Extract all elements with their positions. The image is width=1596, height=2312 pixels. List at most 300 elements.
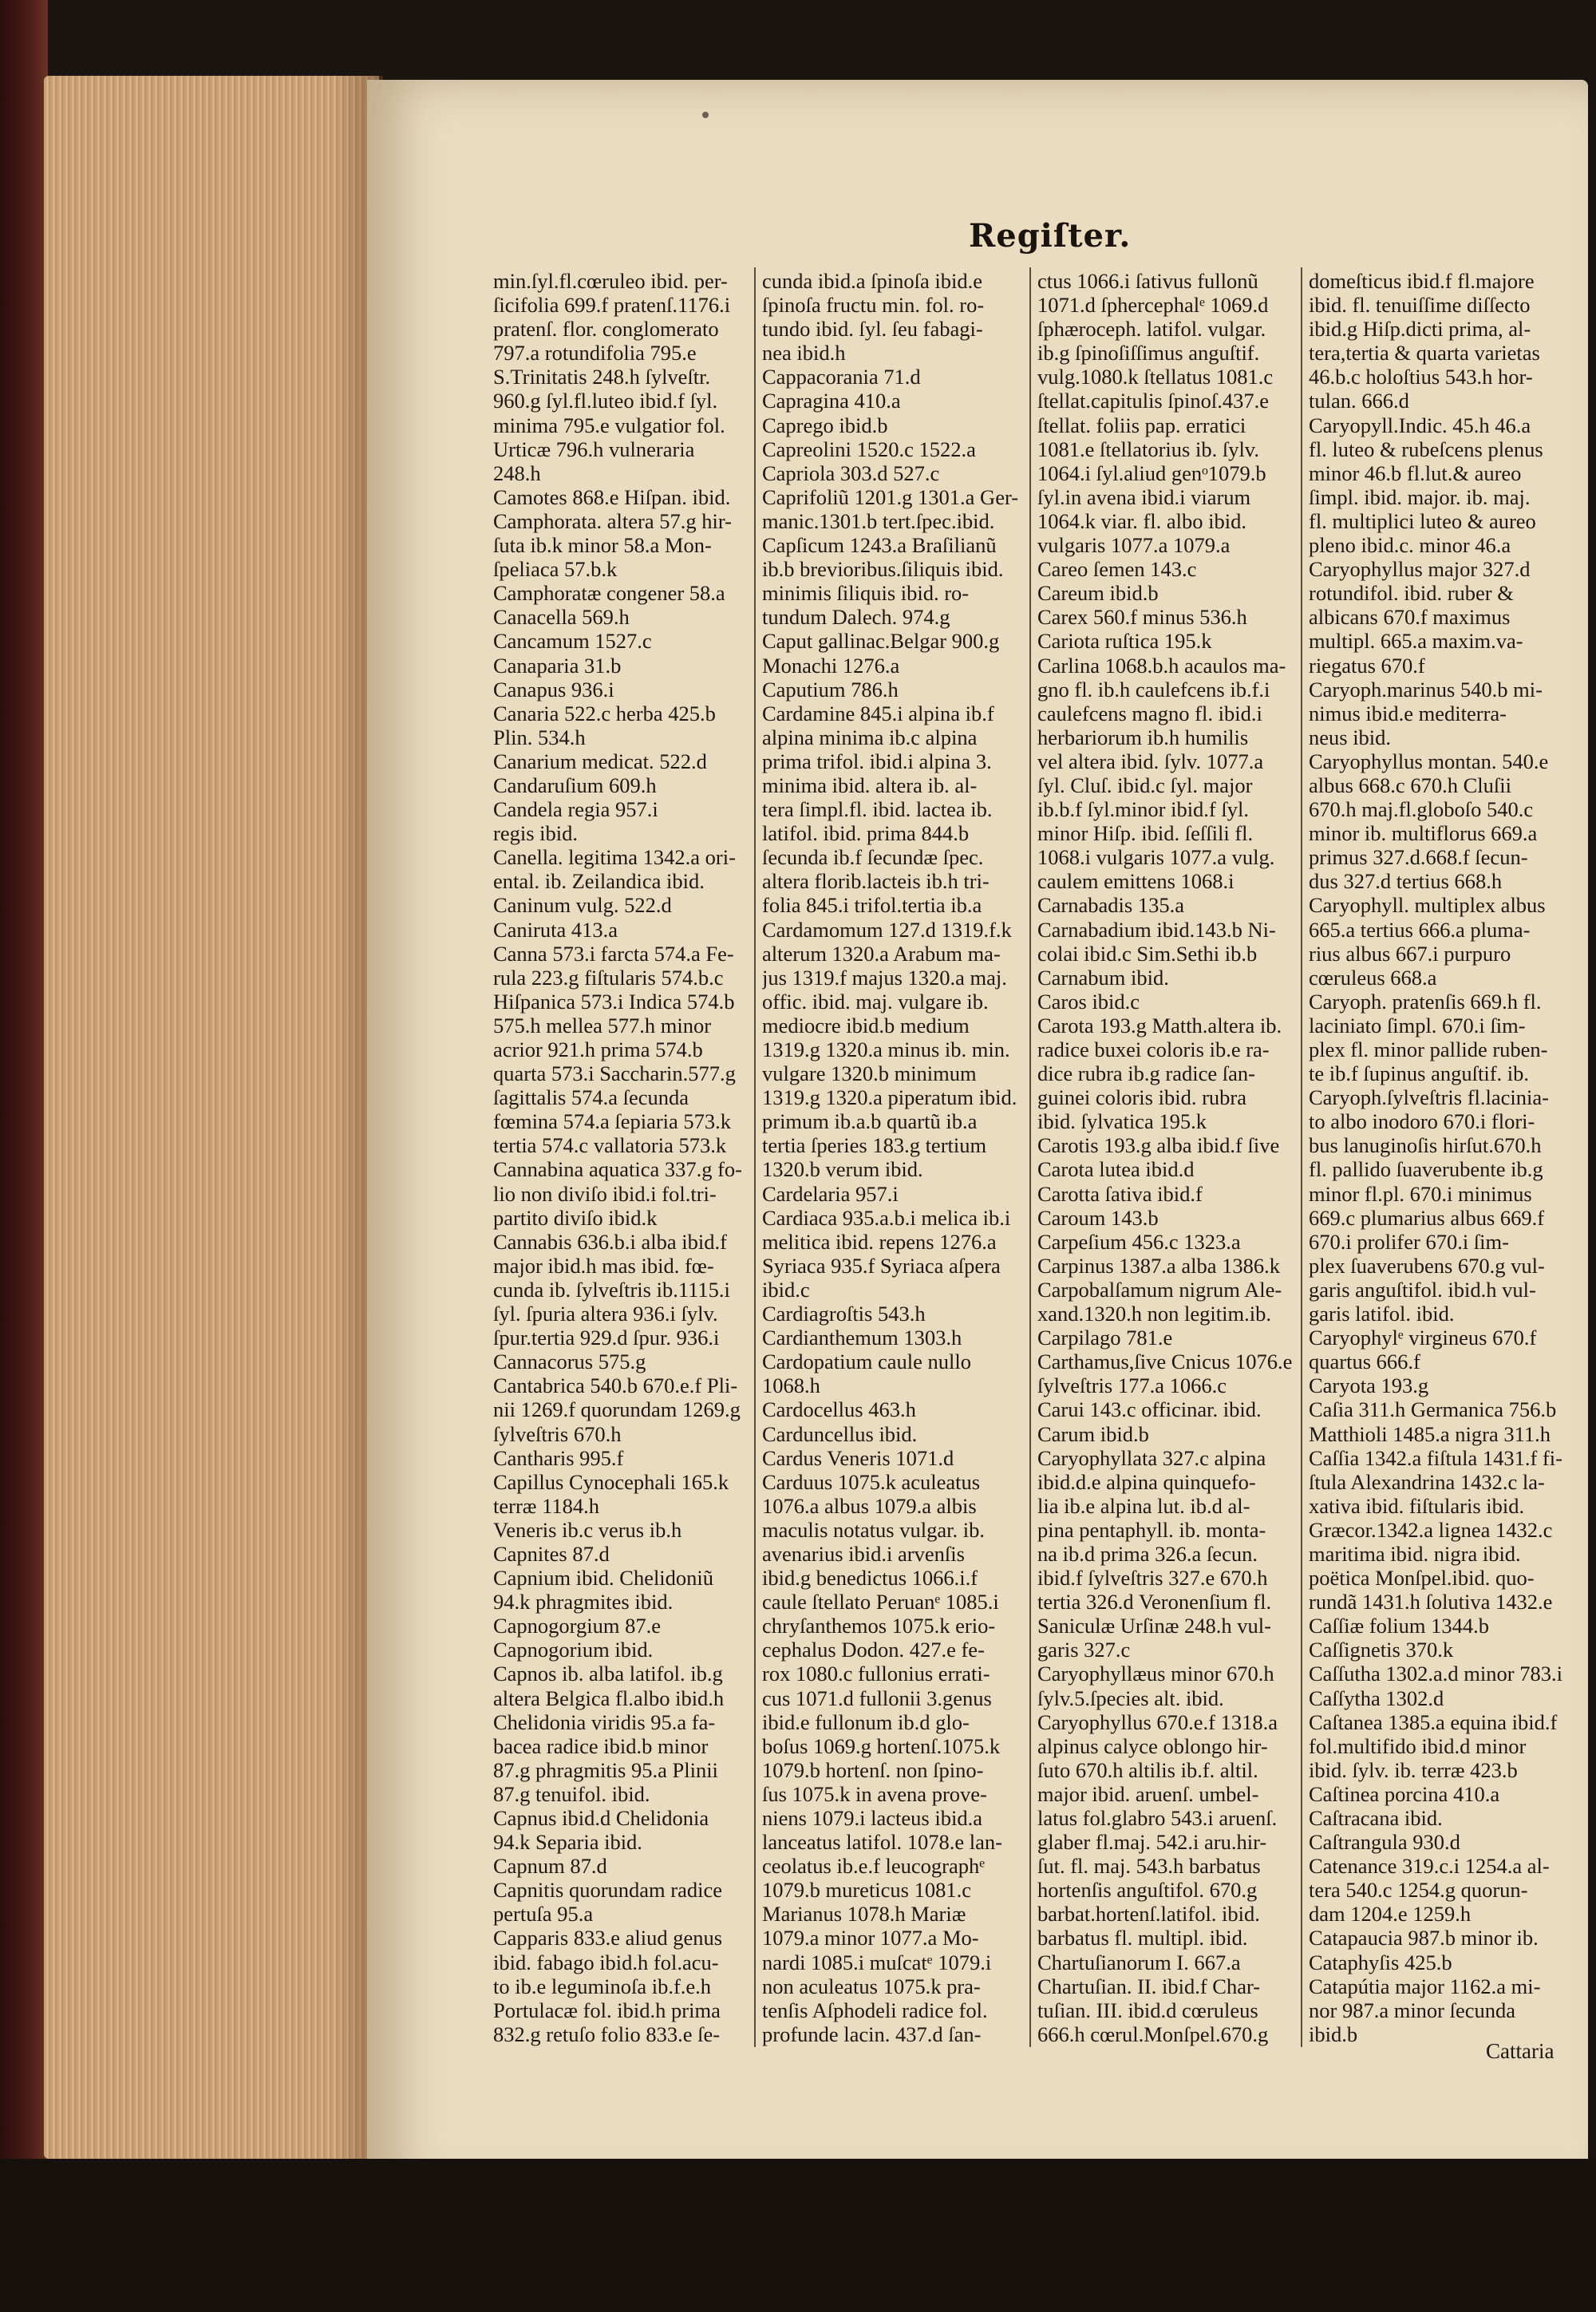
index-entry-line: Capnogorgium 87.e xyxy=(493,1614,662,1638)
index-entry-line: caule ſtellato Peruanᵉ 1085.i xyxy=(762,1590,999,1614)
index-entry-line: Carotta ſativa ibid.f xyxy=(1037,1181,1203,1206)
index-entry-line: Capnus ibid.d Chelidonia xyxy=(493,1806,709,1830)
index-entry-line: Monachi 1276.a xyxy=(762,653,900,678)
index-entry-line: tertia 574.c vallatoria 573.k xyxy=(493,1133,727,1158)
index-entry-line: Chartuſian. II. ibid.f Char- xyxy=(1037,1974,1261,1998)
index-entry-line: vulg.1080.k ſtellatus 1081.c xyxy=(1037,365,1274,389)
index-entry-line: garis 327.c xyxy=(1037,1638,1131,1662)
index-entry-line: Carpinus 1387.a alba 1386.k xyxy=(1037,1253,1280,1278)
index-entry-line: Caryophyllæus minor 670.h xyxy=(1037,1662,1274,1686)
index-entry-line: Caprifoliũ 1201.g 1301.a Ger- xyxy=(762,484,1019,509)
index-entry-line: Camotes 868.e Hiſpan. ibid. xyxy=(493,484,731,509)
index-entry-line: poëtica Monſpel.ibid. quo- xyxy=(1309,1566,1535,1591)
index-entry-line: Caſtanea 1385.a equina ibid.f xyxy=(1309,1709,1558,1734)
index-entry-line: prima trifol. ibid.i alpina 3. xyxy=(762,749,992,773)
index-entry-line: minima ibid. altera ib. al- xyxy=(762,773,978,797)
index-entry-line: tenſis Aſphodeli radice fol. xyxy=(762,1998,988,2022)
index-entry-line: ib.b brevioribus.ſiliquis ibid. xyxy=(762,557,1004,582)
index-entry-line: 670.h maj.fl.globoſo 540.c xyxy=(1309,797,1534,822)
index-entry-line: Canacella 569.h xyxy=(493,605,630,630)
index-entry-line: 670.i prolifer 670.i ſim- xyxy=(1309,1229,1509,1254)
index-column-3 xyxy=(1037,269,1301,2046)
index-entry-line: Capparis 833.e aliud genus xyxy=(493,1926,723,1950)
index-entry-line: folia 845.i trifol.tertia ib.a xyxy=(762,893,982,918)
index-entry-line: ſpur.tertia 929.d ſpur. 936.i xyxy=(493,1326,720,1350)
index-entry-line: minima 795.e vulgatior fol. xyxy=(493,413,725,437)
index-entry-line: Hiſpanica 573.i Indica 574.b xyxy=(493,989,735,1014)
column-rule xyxy=(754,267,756,2047)
index-entry-line: neus ibid. xyxy=(1309,725,1392,749)
index-entry-line: 1081.e ſtellatorius ib. ſylv. xyxy=(1037,437,1259,461)
index-entry-line: plex ſuaverubens 670.g vul- xyxy=(1309,1253,1545,1278)
index-entry-line: min.ſyl.fl.cœruleo ibid. per- xyxy=(493,269,728,293)
index-entry-line: 1079.b hortenſ. non ſpino- xyxy=(762,1757,984,1782)
index-entry-line: Carum ibid.b xyxy=(1037,1421,1149,1446)
index-entry-line: garis latifol. ibid. xyxy=(1309,1302,1455,1326)
index-entry-line: Chartuſianorum I. 667.a xyxy=(1037,1950,1241,1974)
index-entry-line: Saniculæ Urſinæ 248.h vul- xyxy=(1037,1614,1271,1638)
index-entry-line: fl. luteo & rubeſcens plenus xyxy=(1309,437,1543,461)
index-entry-line: niens 1079.i lacteus ibid.a xyxy=(762,1806,982,1830)
index-entry-line: ibid. fabago ibid.h fol.acu- xyxy=(493,1950,719,1974)
background-shadow xyxy=(0,2159,1596,2312)
index-entry-line: profunde lacin. 437.d ſan- xyxy=(762,2022,982,2046)
index-entry-line: Syriaca 935.f Syriaca aſpera xyxy=(762,1253,1001,1278)
index-entry-line: minor fl.pl. 670.i minimus xyxy=(1309,1181,1532,1206)
index-entry-line: Carduncellus ibid. xyxy=(762,1421,918,1446)
index-entry-line: ſpinoſa fructu min. fol. ro- xyxy=(762,293,985,318)
index-entry-line: avenarius ibid.i arvenſis xyxy=(762,1541,965,1566)
index-entry-line: tera,tertia & quarta varietas xyxy=(1309,341,1540,366)
index-entry-line: nor 987.a minor ſecunda xyxy=(1309,1998,1516,2022)
index-entry-line: Caryophyllus major 327.d xyxy=(1309,557,1531,582)
index-entry-line: laciniato ſimpl. 670.i ſim- xyxy=(1309,1013,1526,1037)
index-entry-line: 87.g tenuifol. ibid. xyxy=(493,1781,650,1806)
index-entry-line: Plin. 534.h xyxy=(493,725,586,749)
index-entry-line: latus fol.glabro 543.i aruenſ. xyxy=(1037,1806,1278,1830)
index-entry-line: Caniruta 413.a xyxy=(493,917,618,942)
index-entry-line: Marianus 1078.h Mariæ xyxy=(762,1902,966,1927)
index-entry-line: caulefcens magno fl. ibid.i xyxy=(1037,701,1262,725)
index-entry-line: maritima ibid. nigra ibid. xyxy=(1309,1541,1521,1566)
index-entry-line: 46.b.c holoſtius 543.h hor- xyxy=(1309,365,1533,389)
index-entry-line: tundo ibid. ſyl. ſeu fabagi- xyxy=(762,317,983,342)
index-entry-line: Portulacæ fol. ibid.h prima xyxy=(493,1998,721,2022)
index-entry-line: barbatus fl. multipl. ibid. xyxy=(1037,1926,1248,1950)
index-entry-line: 832.g retuſo folio 833.e ſe- xyxy=(493,2022,721,2046)
index-entry-line: Carui 143.c officinar. ibid. xyxy=(1037,1397,1262,1422)
index-entry-line: Canarium medicat. 522.d xyxy=(493,749,707,773)
index-entry-line: Caſſutha 1302.a.d minor 783.i xyxy=(1309,1662,1562,1686)
index-entry-line: Chelidonia viridis 95.a fa- xyxy=(493,1709,716,1734)
index-entry-line: to ib.e leguminoſa ib.f.e.h xyxy=(493,1974,712,1998)
index-entry-line: hortenſis anguſtifol. 670.g xyxy=(1037,1878,1258,1903)
running-header: Regiſter. xyxy=(969,217,1132,255)
index-entry-line: 575.h mellea 577.h minor xyxy=(493,1013,712,1037)
index-entry-line: ibid.c xyxy=(762,1277,810,1302)
index-entry-line: Caput gallinac.Belgar 900.g xyxy=(762,629,1000,654)
index-entry-line: xativa ibid. fiſtularis ibid. xyxy=(1309,1493,1525,1518)
index-entry-line: riegatus 670.f xyxy=(1309,653,1425,678)
index-entry-line: ſuto 670.h altilis ib.f. altil. xyxy=(1037,1757,1258,1782)
index-entry-line: Catenance 319.c.i 1254.a al- xyxy=(1309,1854,1550,1879)
index-entry-line: 666.h cœrul.Monſpel.670.g xyxy=(1037,2022,1269,2046)
index-entry-line: Cataphyſis 425.b xyxy=(1309,1950,1452,1974)
index-entry-line: minor Hiſp. ibid. ſeſſili fl. xyxy=(1037,821,1254,846)
index-entry-line: lia ib.e alpina lut. ib.d al- xyxy=(1037,1493,1250,1518)
index-entry-line: melitica ibid. repens 1276.a xyxy=(762,1229,997,1254)
index-entry-line: rotundifol. ibid. ruber & xyxy=(1309,581,1514,606)
index-entry-line: pina pentaphyll. ib. monta- xyxy=(1037,1517,1266,1542)
index-entry-line: 960.g ſyl.fl.luteo ibid.f ſyl. xyxy=(493,389,718,413)
index-entry-line: Caryoph.marinus 540.b mi- xyxy=(1309,677,1543,702)
index-entry-line: Caros ibid.c xyxy=(1037,989,1140,1014)
index-entry-line: Carnabum ibid. xyxy=(1037,965,1169,990)
index-entry-line: major ibid.h mas ibid. fœ- xyxy=(493,1253,714,1278)
index-entry-line: Carpilago 781.e xyxy=(1037,1326,1173,1350)
index-entry-line: 1079.a minor 1077.a Mo- xyxy=(762,1926,979,1950)
index-entry-line: alterum 1320.a Arabum ma- xyxy=(762,941,1001,966)
index-entry-line: tera ſimpl.fl. ibid. lactea ib. xyxy=(762,797,993,822)
index-entry-line: partito diviſo ibid.k xyxy=(493,1205,658,1230)
index-entry-line: radice buxei coloris ib.e ra- xyxy=(1037,1037,1270,1061)
index-entry-line: Capnites 87.d xyxy=(493,1541,610,1566)
index-entry-line: primum ib.a.b quartũ ib.a xyxy=(762,1109,978,1134)
index-entry-line: Carnabadis 135.a xyxy=(1037,893,1184,918)
index-entry-line: Caſſiæ folium 1344.b xyxy=(1309,1614,1489,1638)
index-entry-line: manic.1301.b tert.ſpec.ibid. xyxy=(762,508,995,533)
index-entry-line: caulem emittens 1068.i xyxy=(1037,869,1235,894)
index-entry-line: guinei coloris ibid. rubra xyxy=(1037,1085,1246,1110)
index-entry-line: plex fl. minor pallide ruben- xyxy=(1309,1037,1548,1061)
index-entry-line: Cardiagroſtis 543.h xyxy=(762,1302,926,1326)
index-entry-line: Cardopatium caule nullo xyxy=(762,1350,971,1374)
index-entry-line: Canaparia 31.b xyxy=(493,653,622,678)
index-entry-line: quarta 573.i Saccharin.577.g xyxy=(493,1061,736,1086)
index-entry-line: Cardamine 845.i alpina ib.f xyxy=(762,701,994,725)
index-entry-line: Capnium ibid. Chelidoniũ xyxy=(493,1566,714,1591)
index-entry-line: Capſicum 1243.a Braſilianũ xyxy=(762,533,997,558)
index-entry-line: Capnum 87.d xyxy=(493,1854,607,1879)
index-entry-line: cunda ib. ſylveſtris ib.1115.i xyxy=(493,1277,730,1302)
index-entry-line: ſimpl. ibid. major. ib. maj. xyxy=(1309,484,1531,509)
index-entry-line: altera florib.lacteis ib.h tri- xyxy=(762,869,990,894)
index-entry-line: vulgaris 1077.a 1079.a xyxy=(1037,533,1231,558)
index-entry-line: fl. multiplici luteo & aureo xyxy=(1309,508,1536,533)
index-entry-line: ib.g ſpinoſiſſimus anguſtif. xyxy=(1037,341,1260,366)
index-entry-line: chryſanthemos 1075.k erio- xyxy=(762,1614,996,1638)
index-entry-line: rundã 1431.h ſolutiva 1432.e xyxy=(1309,1590,1553,1614)
index-entry-line: ſus 1075.k in avena prove- xyxy=(762,1781,987,1806)
index-entry-line: Capnitis quorundam radice xyxy=(493,1878,723,1903)
index-entry-line: dice rubra ib.g radice ſan- xyxy=(1037,1061,1255,1086)
index-entry-line: Candela regia 957.i xyxy=(493,797,658,822)
index-entry-line: ſagittalis 574.a ſecunda xyxy=(493,1085,689,1110)
index-entry-line: regis ibid. xyxy=(493,821,578,846)
index-entry-line: ibid.e fullonum ib.d glo- xyxy=(762,1709,970,1734)
index-entry-line: vulgare 1320.b minimum xyxy=(762,1061,977,1086)
index-entry-line: ibid.g benedictus 1066.i.f xyxy=(762,1566,978,1591)
index-entry-line: albus 668.c 670.h Cluſii xyxy=(1309,773,1511,797)
index-entry-line: lanceatus latifol. 1078.e lan- xyxy=(762,1830,1002,1855)
index-entry-line: fœmina 574.a ſepiaria 573.k xyxy=(493,1109,732,1134)
index-entry-line: minor 46.b fl.lut.& aureo xyxy=(1309,460,1522,485)
index-entry-line: Catapaucia 987.b minor ib. xyxy=(1309,1926,1539,1950)
index-entry-line: albicans 670.f maximus xyxy=(1309,605,1511,630)
column-rule xyxy=(1301,267,1302,2047)
index-entry-line: Caſtinea porcina 410.a xyxy=(1309,1781,1500,1806)
index-entry-line: fl. pallido ſuaverubente ib.g xyxy=(1309,1157,1543,1182)
index-entry-line: 94.k phragmites ibid. xyxy=(493,1590,674,1614)
catchword: Cattaria xyxy=(1486,2039,1555,2063)
index-entry-line: 94.k Separia ibid. xyxy=(493,1830,642,1855)
index-entry-line: ibid.f ſylveſtris 327.e 670.h xyxy=(1037,1566,1268,1591)
index-entry-line: pratenſ. flor. conglomerato xyxy=(493,317,719,342)
page-speck xyxy=(702,112,709,118)
index-entry-line: pleno ibid.c. minor 46.a xyxy=(1309,533,1511,558)
index-entry-line: Cardus Veneris 1071.d xyxy=(762,1445,954,1470)
index-entry-line: cunda ibid.a ſpinoſa ibid.e xyxy=(762,269,982,293)
index-entry-line: Capnogorium ibid. xyxy=(493,1638,654,1662)
index-entry-line: tundum Dalech. 974.g xyxy=(762,605,950,630)
index-entry-line: domeſticus ibid.f fl.majore xyxy=(1309,269,1535,293)
index-entry-line: 1068.i vulgaris 1077.a vulg. xyxy=(1037,845,1275,870)
index-entry-line: Canaria 522.c herba 425.b xyxy=(493,701,716,725)
index-entry-line: 1064.i ſyl.aliud genᵒ1079.b xyxy=(1037,460,1266,485)
index-entry-line: ctus 1066.i ſativus fullonũ xyxy=(1037,269,1258,293)
index-entry-line: Candaruſium 609.h xyxy=(493,773,657,797)
index-entry-line: Caryophyllata 327.c alpina xyxy=(1037,1445,1266,1470)
index-entry-line: bacea radice ibid.b minor xyxy=(493,1733,709,1758)
index-entry-line: tertia ſperies 183.g tertium xyxy=(762,1133,987,1158)
index-entry-line: alpinus calyce oblongo hir- xyxy=(1037,1733,1268,1758)
index-entry-line: primus 327.d.668.f ſecun- xyxy=(1309,845,1528,870)
index-entry-line: ſuta ib.k minor 58.a Mon- xyxy=(493,533,712,558)
index-entry-line: herbariorum ib.h humilis xyxy=(1037,725,1249,749)
index-entry-line: cus 1071.d fullonii 3.genus xyxy=(762,1686,992,1710)
index-entry-line: cephalus Dodon. 427.e fe- xyxy=(762,1638,985,1662)
index-entry-line: ſyl. ſpuria altera 936.i ſylv. xyxy=(493,1302,718,1326)
index-entry-line: maculis notatus vulgar. ib. xyxy=(762,1517,985,1542)
index-entry-line: ibid. ſylvatica 195.k xyxy=(1037,1109,1207,1134)
index-entry-line: Cardelaria 957.i xyxy=(762,1181,899,1206)
index-entry-line: vel altera ibid. ſylv. 1077.a xyxy=(1037,749,1264,773)
index-entry-line: Camphoratæ congener 58.a xyxy=(493,581,725,606)
index-entry-line: jus 1319.f majus 1320.a maj. xyxy=(762,965,1007,990)
index-entry-line: Cancamum 1527.c xyxy=(493,629,652,654)
index-entry-line: tera 540.c 1254.g quorun- xyxy=(1309,1878,1528,1903)
book-cover-edge xyxy=(0,0,48,2312)
index-entry-line: Capnos ib. alba latifol. ib.g xyxy=(493,1662,723,1686)
index-entry-line: Matthioli 1485.a nigra 311.h xyxy=(1309,1421,1551,1446)
index-entry-line: 797.a rotundifolia 795.e xyxy=(493,341,697,366)
index-entry-line: Camphorata. altera 57.g hir- xyxy=(493,508,732,533)
index-entry-line: Caſſytha 1302.d xyxy=(1309,1686,1444,1710)
index-entry-line: Cardianthemum 1303.h xyxy=(762,1326,962,1350)
index-entry-line: ſpeliaca 57.b.k xyxy=(493,557,618,582)
index-entry-line: Cappacorania 71.d xyxy=(762,365,921,389)
index-entry-line: nardi 1085.i muſcatᵉ 1079.i xyxy=(762,1950,992,1974)
index-entry-line: Capreolini 1520.c 1522.a xyxy=(762,437,976,461)
index-entry-line: multipl. 665.a maxim.va- xyxy=(1309,629,1523,654)
index-entry-line: Caryopyll.Indic. 45.h 46.a xyxy=(1309,413,1531,437)
index-entry-line: Caſſia 1342.a fiſtula 1431.f fi- xyxy=(1309,1445,1562,1470)
index-entry-line: Caryophyllus montan. 540.e xyxy=(1309,749,1549,773)
index-entry-line: te ib.f ſupinus anguſtif. ib. xyxy=(1309,1061,1530,1086)
index-entry-line: Cardiaca 935.a.b.i melica ib.i xyxy=(762,1205,1011,1230)
index-entry-line: to albo inodoro 670.i flori- xyxy=(1309,1109,1535,1134)
index-entry-line: quartus 666.f xyxy=(1309,1350,1420,1374)
index-entry-line: Caninum vulg. 522.d xyxy=(493,893,672,918)
index-entry-line: cœruleus 668.a xyxy=(1309,965,1437,990)
index-entry-line: ſtellat.capitulis ſpinoſ.437.e xyxy=(1037,389,1269,413)
index-entry-line: pertuſa 95.a xyxy=(493,1902,594,1927)
index-entry-line: ental. ib. Zeilandica ibid. xyxy=(493,869,705,894)
index-entry-line: dus 327.d tertius 668.h xyxy=(1309,869,1503,894)
index-entry-line: Carpeſium 456.c 1323.a xyxy=(1037,1229,1241,1254)
index-entry-line: offic. ibid. maj. vulgare ib. xyxy=(762,989,989,1014)
index-entry-line: 1319.g 1320.a piperatum ibid. xyxy=(762,1085,1017,1110)
index-column-2 xyxy=(762,269,1025,2046)
index-entry-line: Urticæ 796.h vulneraria xyxy=(493,437,695,461)
index-entry-line: Cannacorus 575.g xyxy=(493,1350,646,1374)
index-entry-line: 1319.g 1320.a minus ib. min. xyxy=(762,1037,1010,1061)
index-entry-line: rius albus 667.i purpuro xyxy=(1309,941,1511,966)
index-entry-line: ib.b.f ſyl.minor ibid.f ſyl. xyxy=(1037,797,1249,822)
index-entry-line: 665.a tertius 666.a pluma- xyxy=(1309,917,1531,942)
index-entry-line: nimus ibid.e mediterra- xyxy=(1309,701,1507,725)
index-entry-line: Catapútia major 1162.a mi- xyxy=(1309,1974,1541,1998)
index-entry-line: Carthamus,ſive Cnicus 1076.e xyxy=(1037,1350,1293,1374)
index-entry-line: alpina minima ib.c alpina xyxy=(762,725,978,749)
index-entry-line: nii 1269.f quorundam 1269.g xyxy=(493,1397,741,1422)
index-entry-line: Cannabis 636.b.i alba ibid.f xyxy=(493,1229,727,1254)
index-entry-line: Caprego ibid.b xyxy=(762,413,888,437)
index-entry-line: 1320.b verum ibid. xyxy=(762,1157,923,1182)
index-entry-line: ſecunda ib.f ſecundæ ſpec. xyxy=(762,845,984,870)
index-entry-line: ibid. ſylv. ib. terræ 423.b xyxy=(1309,1757,1518,1782)
index-entry-line: Caputium 786.h xyxy=(762,677,899,702)
index-entry-line: Veneris ib.c verus ib.h xyxy=(493,1517,682,1542)
index-entry-line: Carota 193.g Matth.altera ib. xyxy=(1037,1013,1282,1037)
index-entry-line: minimis ſiliquis ibid. ro- xyxy=(762,581,970,606)
index-entry-line: ſyl.in avena ibid.i viarum xyxy=(1037,484,1251,509)
index-entry-line: minor ib. multiflorus 669.a xyxy=(1309,821,1538,846)
index-entry-line: Carnabadium ibid.143.b Ni- xyxy=(1037,917,1276,942)
index-entry-line: ibid. fl. tenuiſſime diſſecto xyxy=(1309,293,1531,318)
index-entry-line: Capillus Cynocephali 165.k xyxy=(493,1469,729,1494)
index-entry-line: 248.h xyxy=(493,460,541,485)
index-entry-line: Canella. legitima 1342.a ori- xyxy=(493,845,736,870)
index-entry-line: ſtula Alexandrina 1432.c la- xyxy=(1309,1469,1545,1494)
index-entry-line: lio non diviſo ibid.i fol.tri- xyxy=(493,1181,717,1206)
index-entry-line: Carota lutea ibid.d xyxy=(1037,1157,1195,1182)
index-entry-line: 1079.b mureticus 1081.c xyxy=(762,1878,972,1903)
index-entry-line: Careum ibid.b xyxy=(1037,581,1159,606)
index-entry-line: 87.g phragmitis 95.a Plinii xyxy=(493,1757,718,1782)
column-rule xyxy=(1029,267,1031,2047)
index-entry-line: nea ibid.h xyxy=(762,341,846,366)
index-entry-line: Capragina 410.a xyxy=(762,389,901,413)
index-entry-line: Cariota ruſtica 195.k xyxy=(1037,629,1212,654)
index-entry-line: boſus 1069.g hortenſ.1075.k xyxy=(762,1733,1001,1758)
index-entry-line: na ib.d prima 326.a ſecun. xyxy=(1037,1541,1258,1566)
index-entry-line: Caſtrangula 930.d xyxy=(1309,1830,1460,1855)
index-entry-line: ſut. fl. maj. 543.h barbatus xyxy=(1037,1854,1261,1879)
index-entry-line: garis anguſtifol. ibid.h vul- xyxy=(1309,1277,1536,1302)
index-entry-line: ſylveſtris 670.h xyxy=(493,1421,622,1446)
index-entry-line: Carduus 1075.k aculeatus xyxy=(762,1469,981,1494)
index-entry-line: 1071.d ſphercephalᵉ 1069.d xyxy=(1037,293,1269,318)
index-column-1 xyxy=(493,269,757,2046)
index-entry-line: tuſian. III. ibid.d cœruleus xyxy=(1037,1998,1258,2022)
index-entry-line: Caryoph. pratenſis 669.h fl. xyxy=(1309,989,1542,1014)
index-entry-line: S.Trinitatis 248.h ſylveſtr. xyxy=(493,365,711,389)
index-entry-line: altera Belgica fl.albo ibid.h xyxy=(493,1686,725,1710)
index-entry-line: Canapus 936.i xyxy=(493,677,614,702)
index-entry-line: Carpobalſamum nigrum Ale- xyxy=(1037,1277,1282,1302)
index-entry-line: ſphæroceph. latifol. vulgar. xyxy=(1037,317,1266,342)
index-entry-line: ſtellat. foliis pap. erratici xyxy=(1037,413,1246,437)
index-entry-line: Carotis 193.g alba ibid.f ſive xyxy=(1037,1133,1280,1158)
index-entry-line: 669.c plumarius albus 669.f xyxy=(1309,1205,1545,1230)
index-entry-line: mediocre ibid.b medium xyxy=(762,1013,970,1037)
index-entry-line: tulan. 666.d xyxy=(1309,389,1409,413)
index-entry-line: Cardocellus 463.h xyxy=(762,1397,916,1422)
index-entry-line: ibid.g Hiſp.dicti prima, al- xyxy=(1309,317,1531,342)
index-entry-line: Capriola 303.d 527.c xyxy=(762,460,940,485)
index-entry-line: rox 1080.c fullonius errati- xyxy=(762,1662,990,1686)
index-entry-line: xand.1320.h non legitim.ib. xyxy=(1037,1302,1271,1326)
index-entry-line: ibid.b xyxy=(1309,2022,1358,2046)
index-entry-line: Caryota 193.g xyxy=(1309,1373,1429,1398)
index-entry-line: barbat.hortenſ.latifol. ibid. xyxy=(1037,1902,1260,1927)
index-entry-line: Canna 573.i farcta 574.a Fe- xyxy=(493,941,734,966)
index-entry-line: ſylv.5.ſpecies alt. ibid. xyxy=(1037,1686,1224,1710)
index-entry-line: tertia 326.d Veronenſium fl. xyxy=(1037,1590,1272,1614)
index-entry-line: 1064.k viar. fl. albo ibid. xyxy=(1037,508,1247,533)
index-entry-line: Caryoph.ſylveſtris fl.lacinia- xyxy=(1309,1085,1549,1110)
index-entry-line: latifol. ibid. prima 844.b xyxy=(762,821,970,846)
index-entry-line: ceolatus ib.e.f leucographᵉ xyxy=(762,1854,986,1879)
index-entry-line: fol.multifido ibid.d minor xyxy=(1309,1733,1527,1758)
index-column-4 xyxy=(1309,269,1572,2046)
index-entry-line: Caryophyll. multiplex albus xyxy=(1309,893,1546,918)
page-block-edge xyxy=(44,76,379,2159)
index-entry-line: Cantharis 995.f xyxy=(493,1445,624,1470)
index-entry-line: Caryophyllus 670.e.f 1318.a xyxy=(1037,1709,1278,1734)
index-entry-line: Cardamomum 127.d 1319.f.k xyxy=(762,917,1012,942)
index-entry-line: major ibid. aruenſ. umbel- xyxy=(1037,1781,1259,1806)
index-entry-line: Caſia 311.h Germanica 756.b xyxy=(1309,1397,1557,1422)
index-entry-line: 1076.a albus 1079.a albis xyxy=(762,1493,977,1518)
index-entry-line: dam 1204.e 1259.h xyxy=(1309,1902,1472,1927)
index-entry-line: Caſſignetis 370.k xyxy=(1309,1638,1454,1662)
index-entry-line: Careo ſemen 143.c xyxy=(1037,557,1197,582)
index-entry-line: Carex 560.f minus 536.h xyxy=(1037,605,1247,630)
index-entry-line: ibid.d.e alpina quinquefo- xyxy=(1037,1469,1256,1494)
index-entry-line: Caroum 143.b xyxy=(1037,1205,1159,1230)
index-entry-line: Caſtracana ibid. xyxy=(1309,1806,1443,1830)
index-entry-line: 1068.h xyxy=(762,1373,820,1398)
index-entry-line: Carlina 1068.b.h acaulos ma- xyxy=(1037,653,1286,678)
index-entry-line: bus lanuginoſis hirſut.670.h xyxy=(1309,1133,1542,1158)
index-entry-line: ſicifolia 699.f pratenſ.1176.i xyxy=(493,293,731,318)
index-entry-line: gno fl. ib.h caulefcens ib.f.i xyxy=(1037,677,1270,702)
index-entry-line: colai ibid.c Sim.Sethi ib.b xyxy=(1037,941,1258,966)
index-entry-line: ſylveſtris 177.a 1066.c xyxy=(1037,1373,1227,1398)
index-entry-line: Cannabina aquatica 337.g fo- xyxy=(493,1157,742,1182)
